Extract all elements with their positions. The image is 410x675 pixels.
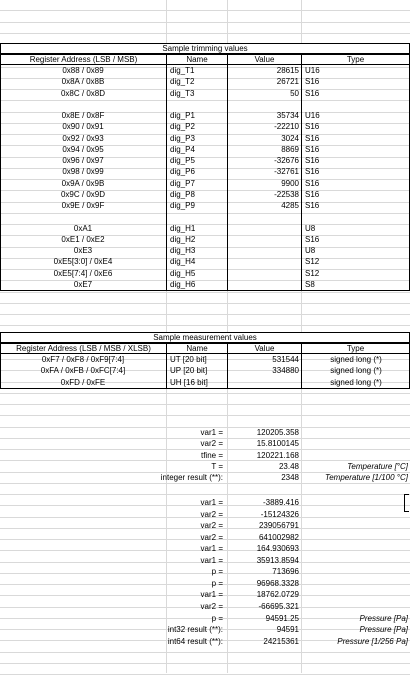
table-column-border (166, 353, 228, 389)
calc-value: 120221.168 (256, 450, 299, 460)
trimming-header-value: Value (227, 54, 302, 65)
calc-note: Temperature [1/100 °C] (325, 473, 408, 482)
cell-type: U16 (305, 111, 320, 120)
calc-label: integer result (**): (160, 473, 223, 482)
cell-addr: 0x8E / 0x8F (61, 111, 105, 120)
cell-type: S16 (305, 144, 320, 154)
trimming-header-address: Register Address (LSB / MSB) (0, 54, 167, 65)
calc-note (301, 438, 408, 449)
cell-value: 3024 (281, 133, 299, 143)
cell-addr: 0xFA / 0xFB / 0xFC[7:4] (40, 366, 126, 376)
grid-row (0, 304, 410, 315)
calc-value: 120205.358 (256, 428, 299, 437)
calc-label: var2 = (200, 439, 223, 449)
calc-note (301, 497, 408, 508)
cell-addr: 0xE5[7:4] / 0xE6 (53, 268, 113, 278)
trimming-title: Sample trimming values (0, 43, 410, 54)
calc-label: var2 = (200, 521, 223, 531)
calc-note (301, 450, 408, 461)
cell-addr: 0xE3 (73, 246, 93, 255)
calc-label: var1 = (200, 590, 223, 600)
table-column-border (0, 64, 167, 291)
cell-addr: 0x92 / 0x93 (62, 133, 104, 143)
measurement-title: Sample measurement values (0, 332, 410, 343)
calc-label: int32 result (**): (167, 625, 223, 635)
cell-name: dig_P2 (170, 122, 195, 132)
cell-name: dig_P7 (170, 178, 195, 188)
calc-value: 239056791 (258, 521, 299, 531)
calc-note (301, 555, 408, 566)
cell-name: dig_H2 (170, 234, 196, 244)
cell-type: S16 (305, 189, 320, 199)
calc-note: Temperature [°C] (347, 461, 408, 471)
cell-value: 26721 (276, 77, 299, 87)
calc-value: 2348 (281, 473, 299, 482)
cell-addr: 0x9A / 0x9B (61, 178, 105, 188)
cell-type: S16 (305, 88, 320, 98)
cell-name: dig_T1 (170, 66, 195, 75)
calc-note (301, 578, 408, 589)
cell-value: -22210 (274, 122, 299, 132)
table-column-border (301, 353, 410, 389)
cell-value: 50 (290, 88, 299, 98)
cell-type: S16 (305, 234, 320, 244)
grid-row (0, 653, 410, 664)
cell-name: dig_P5 (170, 156, 195, 165)
calc-note (301, 543, 408, 554)
cell-type: signed long (*) (330, 377, 382, 387)
cell-name: dig_H5 (170, 268, 196, 278)
cell-addr: 0x88 / 0x89 (62, 66, 104, 75)
cell-addr: 0x8C / 0x8D (60, 88, 106, 98)
measurement-header-type: Type (301, 343, 410, 354)
calc-value: 23.48 (278, 461, 299, 471)
calc-value: -15124326 (260, 509, 299, 519)
table-column-border (0, 353, 167, 389)
cell-value: 35734 (276, 111, 299, 120)
cell-name: dig_P8 (170, 189, 195, 199)
calc-note: Pressure [Pa] (359, 613, 408, 623)
table-column-border (227, 64, 302, 291)
calc-note (301, 427, 408, 438)
cell-type: S12 (305, 268, 320, 278)
cell-name: dig_T3 (170, 88, 195, 98)
cell-type: U8 (305, 246, 316, 255)
cell-value: 334880 (272, 366, 299, 376)
calc-value: -66695.321 (258, 601, 299, 611)
cell-addr: 0xF7 / 0xF8 / 0xF9[7:4] (41, 355, 125, 364)
calc-label: var1 = (200, 555, 223, 565)
table-column-border (301, 64, 410, 291)
calc-value: 94591 (276, 625, 299, 635)
calc-value: 94591.25 (265, 613, 299, 623)
calc-value: 15.8100145 (256, 439, 299, 449)
calc-value: 18762.0729 (256, 590, 299, 600)
cell-value: 4285 (281, 201, 299, 210)
grid-row (0, 0, 410, 11)
calc-label: var1 = (200, 428, 223, 437)
cell-name: dig_H6 (170, 279, 196, 289)
calc-note (301, 509, 408, 520)
cell-value: 28615 (276, 66, 299, 75)
calc-note: Pressure [1/256 Pa] (337, 636, 408, 646)
cell-addr: 0x9E / 0x9F (61, 201, 105, 210)
calc-value: -3889.416 (262, 498, 299, 507)
calc-value: 641002982 (258, 532, 299, 542)
calc-note (301, 601, 408, 612)
cell-type: S16 (305, 77, 320, 87)
calc-label: var2 = (200, 532, 223, 542)
trimming-header-name: Name (166, 54, 228, 65)
calc-label: int64 result (**): (167, 636, 223, 646)
calc-label: p = (211, 613, 223, 623)
grid-row (0, 293, 410, 304)
grid-row (0, 484, 410, 495)
cell-type: U16 (305, 66, 320, 75)
calc-note (301, 532, 408, 543)
calc-value: 164.930693 (256, 544, 299, 554)
calc-label: p = (211, 567, 223, 577)
cell-type: signed long (*) (330, 366, 382, 376)
trimming-header-type: Type (301, 54, 410, 65)
grid-row (0, 23, 410, 34)
cell-name: dig_P4 (170, 144, 195, 154)
calc-note: Pressure [Pa] (359, 625, 408, 635)
calc-value: 24215361 (263, 636, 299, 646)
cell-value: -22538 (274, 189, 299, 199)
cell-type: S16 (305, 156, 320, 165)
cell-value: 531544 (272, 355, 299, 364)
grid-row (0, 416, 410, 427)
cell-name: dig_P6 (170, 167, 195, 177)
cell-cursor (404, 494, 409, 512)
calc-label: var2 = (200, 509, 223, 519)
cell-type: S16 (305, 167, 320, 177)
cell-type: signed long (*) (330, 355, 382, 364)
calc-label: var1 = (200, 544, 223, 554)
calc-note (301, 566, 408, 577)
cell-addr: 0x8A / 0x8B (61, 77, 105, 87)
cell-name: dig_P1 (170, 111, 195, 120)
cell-type: S8 (305, 279, 315, 289)
grid-row (0, 394, 410, 405)
cell-name: dig_T2 (170, 77, 195, 87)
grid-row (0, 315, 410, 326)
grid-row (0, 405, 410, 416)
cell-addr: 0xE7 (73, 279, 93, 289)
cell-addr: 0x98 / 0x99 (62, 167, 104, 177)
cell-type: S16 (305, 201, 320, 210)
calc-label: p = (211, 578, 223, 588)
calc-label: var1 = (200, 498, 223, 507)
calc-label: tfine = (200, 450, 223, 460)
cell-type: S16 (305, 122, 320, 132)
cell-addr: 0xFD / 0xFE (60, 377, 106, 387)
cell-name: dig_H4 (170, 257, 196, 267)
cell-name: UP [20 bit] (170, 366, 208, 376)
calc-label: T = (211, 461, 223, 471)
table-column-border (166, 64, 228, 291)
cell-name: dig_P3 (170, 133, 195, 143)
cell-addr: 0x9C / 0x9D (60, 189, 106, 199)
cell-addr: 0xA1 (73, 223, 93, 233)
measurement-header-name: Name (166, 343, 228, 354)
cell-addr: 0xE5[3:0] / 0xE4 (53, 257, 113, 267)
cell-value: -32761 (274, 167, 299, 177)
table-column-border (227, 353, 302, 389)
cell-type: S16 (305, 178, 320, 188)
cell-name: dig_P9 (170, 201, 195, 210)
calc-value: 96968.3328 (256, 578, 299, 588)
grid-row (0, 11, 410, 22)
cell-name: dig_H1 (170, 223, 196, 233)
cell-name: dig_H3 (170, 246, 196, 255)
calc-label: var2 = (200, 601, 223, 611)
cell-type: S12 (305, 257, 320, 267)
calc-note (301, 520, 408, 531)
measurement-header-value: Value (227, 343, 302, 354)
grid-row (0, 664, 410, 675)
cell-addr: 0xE1 / 0xE2 (61, 234, 105, 244)
cell-value: -32676 (274, 156, 299, 165)
cell-name: UT [20 bit] (170, 355, 207, 364)
measurement-header-address: Register Address (LSB / MSB / XLSB) (0, 343, 167, 354)
cell-type: U8 (305, 223, 316, 233)
cell-addr: 0x94 / 0x95 (62, 144, 104, 154)
calc-value: 35913.8594 (256, 555, 299, 565)
cell-name: UH [16 bit] (170, 377, 208, 387)
cell-addr: 0x96 / 0x97 (62, 156, 104, 165)
cell-value: 9900 (281, 178, 299, 188)
cell-value: 8869 (281, 144, 299, 154)
cell-type: S16 (305, 133, 320, 143)
calc-value: 713696 (272, 567, 299, 577)
calc-note (301, 589, 408, 600)
cell-addr: 0x90 / 0x91 (62, 122, 104, 132)
